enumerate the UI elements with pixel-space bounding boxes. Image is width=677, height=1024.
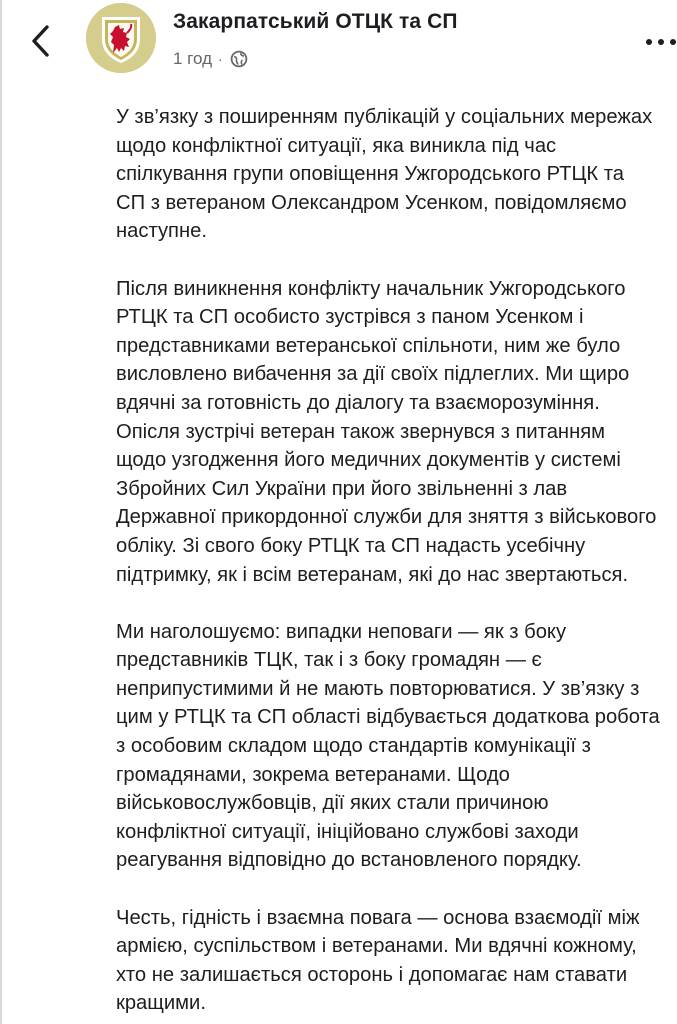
post-text-line: Державної прикордонної служби для зняття з військового [116,506,657,529]
post-meta [173,47,248,71]
page-name[interactable]: Закарпатський ОТЦК та СП [173,10,458,33]
post-text-line: конфліктної ситуації, ініційовано службові заходи [116,820,579,843]
post-text-line: реагування відповідно до встановленого порядку. [116,849,582,872]
post-text-line: Після виникнення конфлікту начальник Ужгородського [116,277,626,300]
post-paragraph [116,275,677,590]
post-text-line: з особовим складом щодо стандартів комунікації з [116,735,591,758]
post-text-line: щодо узгодження його медичних документів у системі [116,449,621,472]
post-text-line: обліку. Зі свого боку РТЦК та СП надасть усебічну [116,534,586,557]
post-text-line: армією, суспільством і ветеранами. Ми вдячні кожному, [116,935,637,958]
post-text-line: представників ТЦК, так і з боку громадян — є [116,649,542,672]
post-text-line: висловлено вибачення за дії своїх підлеглих. Ми щиро [116,363,630,386]
post-text-line: спілкування групи оповіщення Ужгородського РТЦК та [116,163,625,186]
more-dots-icon [646,39,652,45]
avatar[interactable] [86,3,156,73]
post-text-line: РТЦК та СП особисто зустрівся з паном Усенком і [116,306,584,329]
post-text-line: наступне. [116,220,207,243]
post-text-line: представниками ветеранської спільноти, ним же було [116,334,621,357]
post-text-line: неприпустимими й не мають повторюватися. У зв’язку з [116,677,640,700]
more-options-button[interactable] [646,32,677,52]
post-text-line: Честь, гідність і взаємна повага — основа взаємодії між [116,906,640,929]
post-text-line: вдячні за готовність до діалогу та взаєморозуміння. [116,391,600,414]
back-button[interactable] [18,18,64,64]
post-text-line: Опісля зустрічі ветеран також звернувся з питанням [116,420,606,443]
post-text-line: Ми наголошуємо: випадки неповаги — як з боку [116,620,567,643]
post-header [0,0,677,80]
more-dots-icon [658,39,664,45]
post-text-line: громадянами, зокрема ветеранами. Щодо [116,763,510,786]
post-text-line: підтримку, як і всім ветеранам, які до нас звертаються. [116,563,629,586]
more-dots-icon [670,39,676,45]
post-text-line: хто не залишається осторонь і допомагає нам ставати [116,963,628,986]
post-paragraph [116,904,677,1018]
post-paragraph [116,103,677,246]
post-text-line: У зв’язку з поширенням публікацій у соціальних мережах [116,106,653,128]
post-text-line: кращими. [116,992,206,1015]
chevron-left-icon [29,23,53,59]
lion-emblem-logo [86,3,156,73]
post-text-line: щодо конфліктної ситуації, яка виникла під час [116,134,557,157]
post-text-line: Збройних Сил України при його звільненні з лав [116,477,568,500]
post-text [116,103,677,1018]
post-text-line: цим у РТЦК та СП області відбувається додаткова робота [116,706,660,729]
globe-icon [230,50,248,68]
post-time[interactable]: 1 год [173,49,213,68]
meta-separator: · [218,51,223,67]
left-edge-divider [0,0,2,1024]
post-text-line: військовослужбовців, дії яких стали причиною [116,792,549,815]
post-text-line: СП з ветераном Олександром Усенком, повідомляємо [116,191,627,214]
post-paragraph [116,618,677,875]
